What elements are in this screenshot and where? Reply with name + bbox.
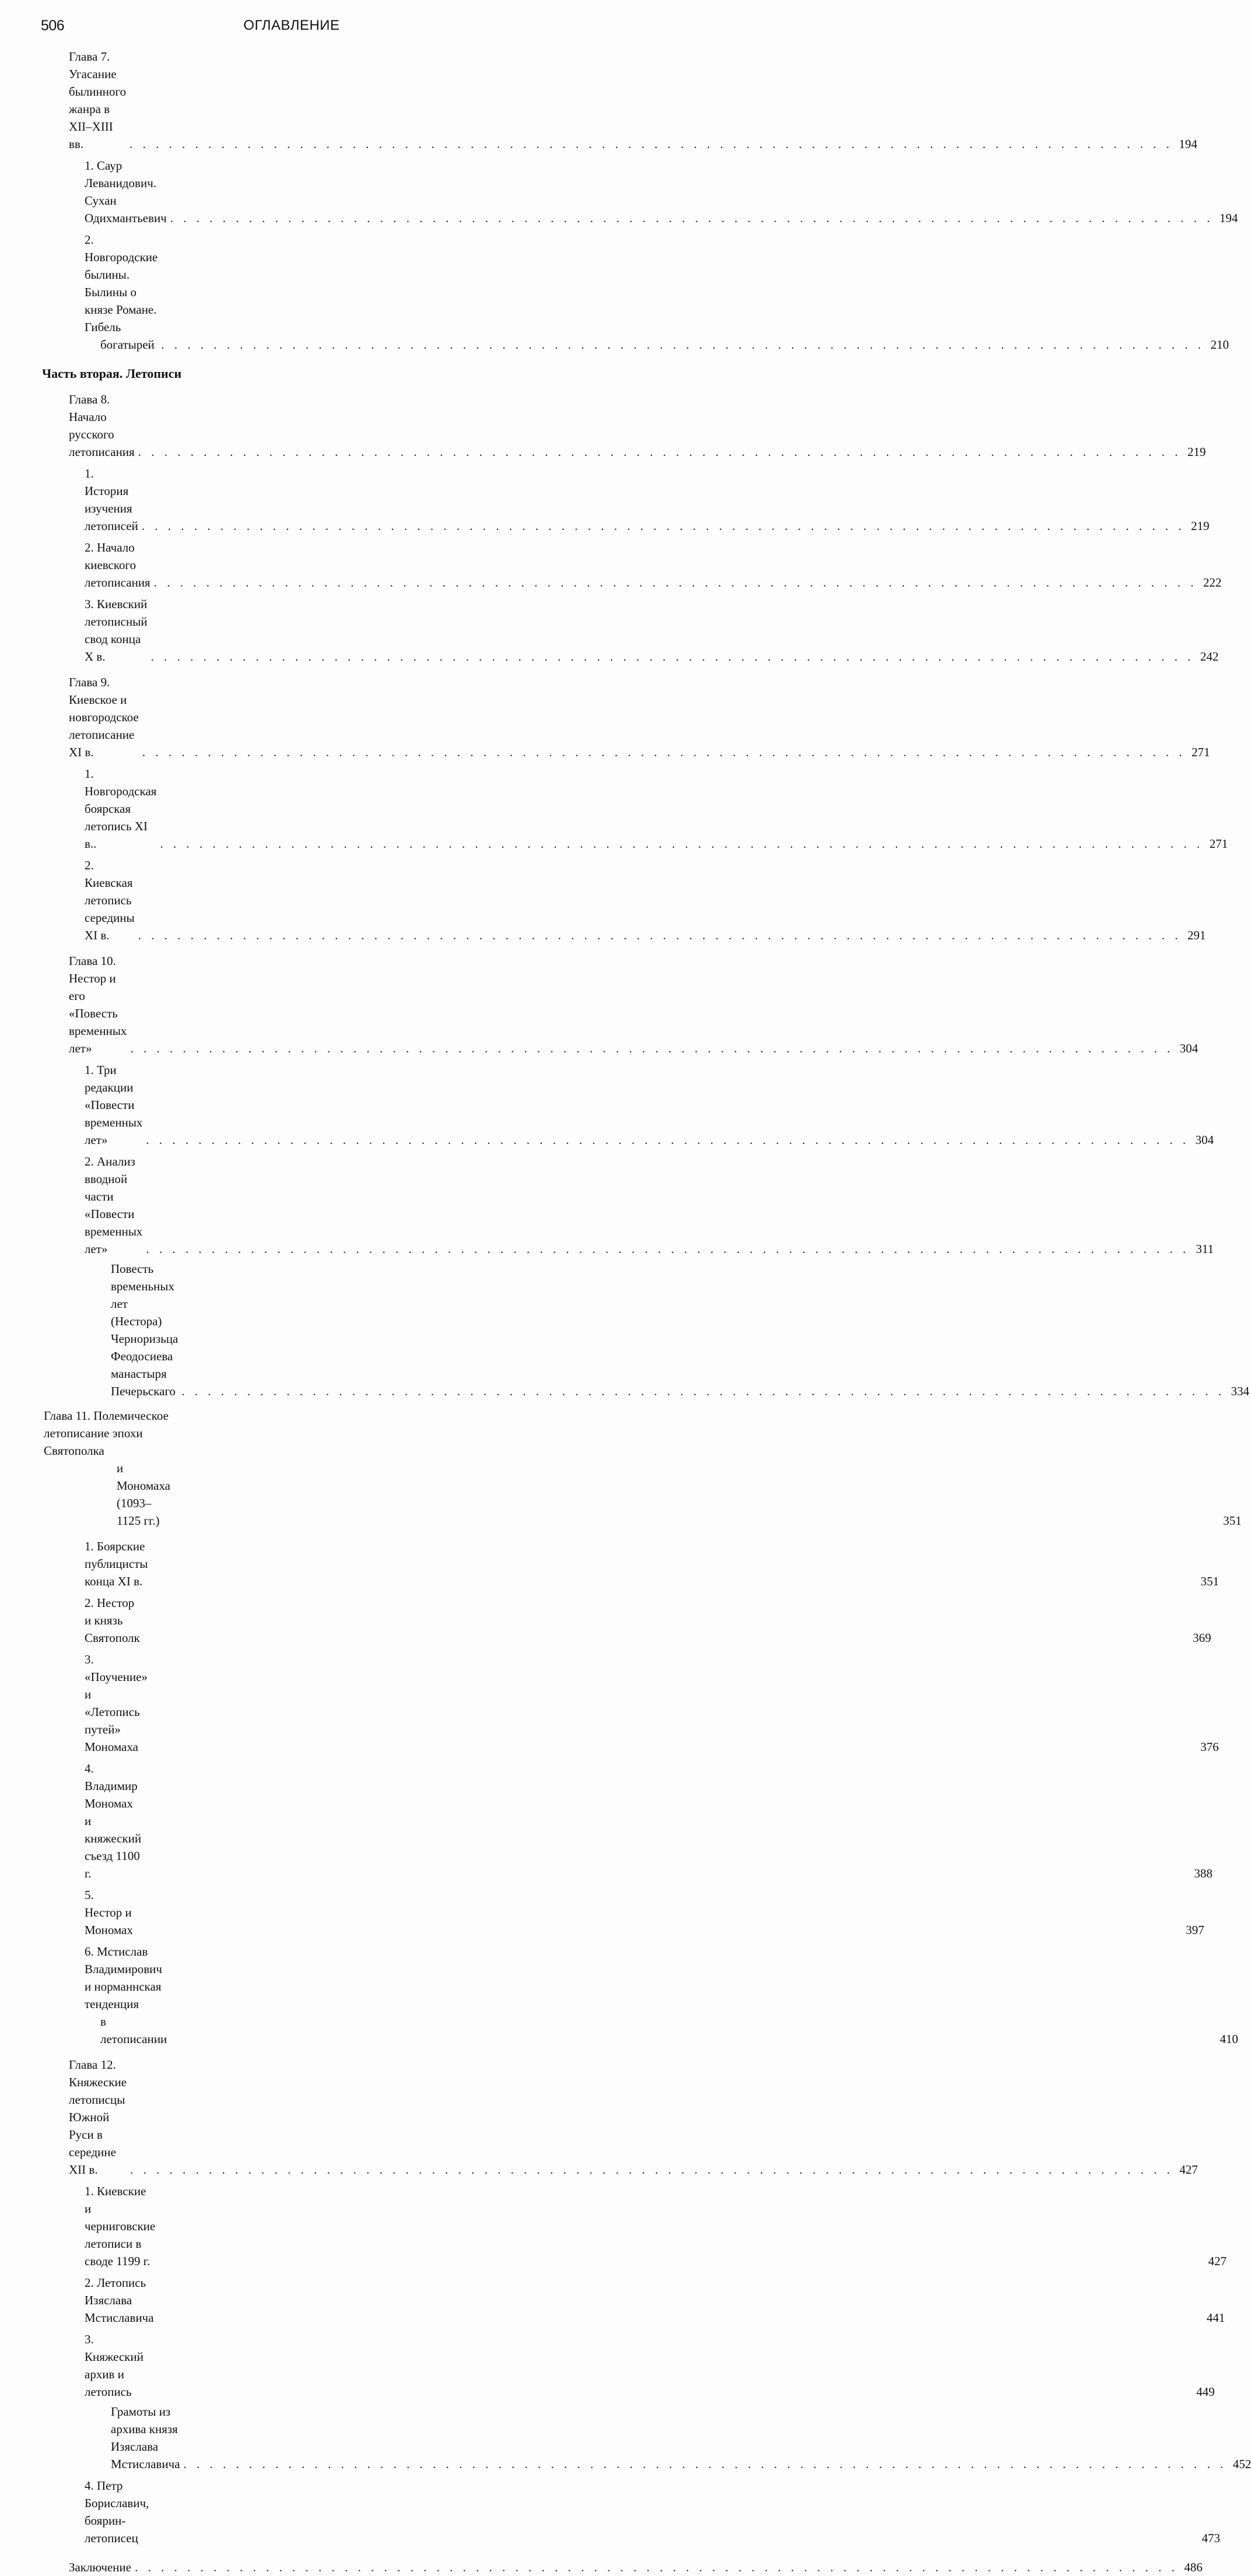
toc-page-number: 334	[1231, 1384, 1250, 1398]
table-of-contents	[0, 44, 1251, 2576]
toc-entry-section[interactable]	[0, 2274, 1225, 2326]
running-title: ОГЛАВЛЕНИЕ	[243, 17, 340, 33]
part-heading: Часть вторая. Летописи	[42, 366, 182, 381]
toc-entry-chapter-8[interactable]	[0, 391, 1206, 461]
toc-entry-section[interactable]	[0, 1153, 1214, 1258]
dot-leader	[142, 517, 1185, 535]
toc-entry-section[interactable]	[0, 1594, 1211, 1647]
toc-page-number: 449	[1196, 2385, 1215, 2399]
toc-page-number: 194	[1220, 211, 1238, 225]
dot-leader	[142, 743, 1186, 761]
toc-entry-label: Глава 10. Нестор и его «Повесть временных лет»	[69, 954, 127, 1055]
toc-entry-section[interactable]	[0, 231, 1229, 353]
toc-entry-section[interactable]	[0, 1943, 1239, 2048]
toc-entry-label: Грамоты из архива князя Изяслава Мстиславича	[111, 2405, 180, 2471]
toc-page-number: 369	[1193, 1631, 1211, 1645]
toc-entry-label: 5. Нестор и Мономах	[85, 1888, 133, 1937]
toc-entry-label: 1. Боярские публицисты конца XI в.	[85, 1539, 148, 1588]
toc-page-number: 222	[1203, 575, 1222, 589]
page-number: 506	[41, 17, 65, 34]
toc-entry-subsection[interactable]	[0, 2403, 1251, 2473]
toc-page-number: 376	[1200, 1740, 1219, 1754]
toc-entry-label-line-2: и Мономаха (1093–1125 гг.)	[117, 1461, 170, 1528]
dot-leader	[146, 1131, 1189, 1149]
toc-entry-label: Глава 12. Княжеские летописцы Южной Руси в середине XII в.	[69, 2058, 127, 2177]
toc-entry-label: 1. Три редакции «Повести временных лет»	[85, 1063, 143, 1147]
toc-entry-section[interactable]	[0, 2477, 1221, 2547]
dot-leader	[154, 574, 1197, 591]
toc-page-number: 219	[1187, 445, 1206, 459]
toc-entry-section[interactable]	[0, 1061, 1214, 1149]
dot-leader	[184, 2455, 1227, 2473]
toc-entry-chapter-9[interactable]	[0, 673, 1210, 761]
toc-entry-section[interactable]	[0, 465, 1210, 535]
toc-entry-label-line-2: в летописании	[100, 2015, 167, 2046]
toc-entry-subsection[interactable]	[0, 1260, 1250, 1400]
toc-page-number: 452	[1232, 2457, 1251, 2471]
toc-entry-label-line-2: Феодосиева манастыря Печерьскаго	[111, 1349, 176, 1398]
toc-entry-chapter-11[interactable]	[0, 1407, 1242, 1529]
toc-entry-section[interactable]	[0, 157, 1238, 227]
toc-entry-label: 1. История изучения летописей	[85, 466, 138, 533]
toc-entry-chapter-10[interactable]	[0, 952, 1199, 1057]
toc-entry-label: Глава 9. Киевское и новгородское летописание XI в.	[69, 675, 139, 759]
toc-page-number: 410	[1220, 2032, 1239, 2046]
toc-page-number: 210	[1210, 338, 1229, 352]
toc-page-number: 271	[1209, 837, 1228, 851]
dot-leader	[138, 443, 1182, 461]
dot-leader	[161, 336, 1204, 353]
toc-entry-section[interactable]	[0, 1760, 1213, 1882]
dot-leader	[130, 2161, 1173, 2178]
toc-entry-label-line-2: богатырей	[100, 338, 155, 352]
toc-entry-label: Глава 7. Угасание былинного жанра в XII–XIII вв.	[69, 50, 127, 151]
dot-leader	[138, 926, 1182, 944]
dot-leader	[129, 135, 1173, 153]
toc-page-number: 242	[1200, 650, 1219, 664]
toc-entry-label: 2. Начало киевского летописания	[85, 541, 150, 589]
toc-entry-label: 1. Саур Леванидович. Сухан Одихмантьевич	[85, 159, 167, 225]
toc-entry-section[interactable]	[0, 2331, 1215, 2400]
toc-page-number: 427	[1208, 2254, 1227, 2268]
toc-entry-section[interactable]	[0, 595, 1219, 665]
toc-entry-label: 4. Петр Бориславич, боярин-летописец	[85, 2479, 149, 2545]
toc-entry-section[interactable]	[0, 2182, 1227, 2270]
toc-page-number: 304	[1195, 1133, 1214, 1147]
toc-page-number: 194	[1179, 137, 1197, 151]
toc-page-number: 441	[1206, 2311, 1225, 2325]
toc-entry-section[interactable]	[0, 1651, 1219, 1756]
toc-page-number: 351	[1223, 1514, 1242, 1528]
toc-entry-label-line-1: 2. Новгородские былины. Былины о князе Романе. Гибель	[85, 233, 158, 334]
toc-entry-label: 4. Владимир Мономах и княжеский съезд 1100 г.	[85, 1761, 142, 1880]
toc-entry-label-line-1: 6. Мстислав Владимирович и норманнская тенденция	[85, 1945, 162, 2011]
toc-entry-section[interactable]	[0, 765, 1228, 852]
dot-leader	[135, 2559, 1178, 2576]
toc-entry-label-line-1: Повесть временьных лет (Нестора) Черноризьца	[111, 1262, 178, 1346]
toc-entry-section[interactable]	[0, 1538, 1220, 1590]
toc-page-number: 351	[1200, 1574, 1220, 1588]
toc-entry-label: Заключение	[69, 2560, 132, 2574]
toc-entry-label: Глава 8. Начало русского летописания	[69, 392, 135, 459]
toc-entry-section[interactable]	[0, 539, 1222, 591]
dot-leader	[130, 1040, 1173, 1057]
toc-entry-label	[85, 231, 157, 353]
toc-entry-label	[85, 1943, 167, 2048]
toc-entry-label: 1. Новгородская боярская летопись XI в..	[85, 767, 157, 851]
toc-page-number: 427	[1179, 2163, 1198, 2177]
dot-leader	[151, 648, 1194, 665]
toc-entry-label: 3. Киевский летописный свод конца X в.	[85, 597, 148, 664]
dot-leader	[160, 835, 1203, 852]
toc-entry-label: 3. Княжеский архив и летопись	[85, 2332, 143, 2399]
toc-page-number: 388	[1194, 1866, 1213, 1880]
toc-entry-label: 1. Киевские и черниговские летописи в своде 1199 г.	[85, 2184, 156, 2268]
toc-entry-label: 2. Анализ вводной части «Повести временных лет»	[85, 1154, 143, 1256]
toc-page-number: 219	[1191, 519, 1210, 533]
dot-leader	[146, 1240, 1189, 1258]
toc-entry-label	[111, 1260, 178, 1400]
toc-entry-label: 2. Киевская летопись середины XI в.	[85, 858, 135, 942]
toc-entry-chapter-7[interactable]	[0, 48, 1197, 153]
toc-entry-label	[44, 1407, 170, 1529]
toc-entry-label: 2. Летопись Изяслава Мстиславича	[85, 2276, 154, 2325]
toc-page-number: 486	[1184, 2560, 1203, 2574]
toc-entry-label: 3. «Поучение» и «Летопись путей» Мономаха	[85, 1652, 148, 1754]
toc-page-number: 271	[1192, 745, 1210, 759]
toc-page-number: 291	[1187, 928, 1206, 942]
toc-page-number: 397	[1186, 1923, 1204, 1937]
dot-leader	[181, 1382, 1225, 1400]
toc-entry-section[interactable]	[0, 857, 1206, 944]
toc-page-number: 473	[1201, 2531, 1221, 2545]
toc-entry-label: 2. Нестор и князь Святополк	[85, 1596, 140, 1645]
toc-page-number: 311	[1196, 1242, 1214, 1256]
toc-entry-label-line-1: Глава 11. Полемическое летописание эпохи Святополка	[44, 1409, 169, 1458]
toc-entry-conclusion[interactable]	[0, 2559, 1203, 2576]
dot-leader	[170, 209, 1214, 227]
toc-entry-section[interactable]	[0, 1886, 1204, 1939]
toc-page-number: 304	[1179, 1041, 1199, 1055]
toc-entry-chapter-12[interactable]	[0, 2056, 1198, 2178]
running-head	[41, 17, 542, 41]
